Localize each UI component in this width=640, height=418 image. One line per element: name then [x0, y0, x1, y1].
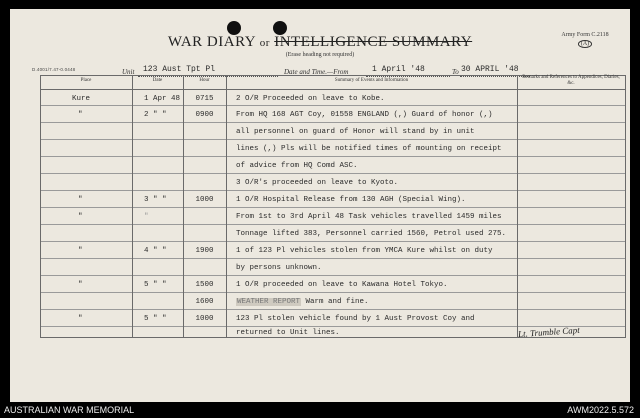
- rule: [40, 156, 626, 157]
- entry-text: by persons unknown.: [236, 264, 322, 272]
- entry-place: Kure: [72, 95, 91, 103]
- rule: [40, 173, 626, 174]
- entry-hour: 1000: [195, 315, 214, 323]
- entry-place: ": [78, 213, 83, 221]
- entry-text: 1 O/R proceeded on leave to Kawana Hotel Tokyo.: [236, 281, 448, 289]
- punch-hole: [273, 21, 287, 35]
- diary-table: [40, 75, 626, 340]
- entry-hour: 0715: [195, 95, 214, 103]
- entry-place: ": [78, 281, 83, 289]
- rule: [40, 292, 626, 293]
- title-or: or: [259, 37, 270, 49]
- col-header-remarks: Remarks and References to Appendices, Diaries, &c.: [522, 75, 620, 86]
- entry-text: 123 Pl stolen vehicle found by 1 Aust Provost Coy and: [236, 315, 475, 323]
- col-header-hour: Hour: [199, 78, 210, 83]
- rule: [40, 139, 626, 140]
- entry-text-tail: Warm and fine.: [301, 298, 369, 306]
- to-label: To: [452, 68, 459, 76]
- entry-date: 4 " ": [144, 247, 167, 255]
- rule: [40, 190, 626, 191]
- col-header-summary: Summary of Events and Information: [334, 78, 409, 83]
- print-reference: D.4001/7.47-0.0448: [32, 67, 76, 72]
- archive-accession-number: AWM2022.5.572: [567, 405, 634, 415]
- entry-date: 5 " ": [144, 281, 167, 289]
- entry-place: ": [78, 247, 83, 255]
- entry-text: returned to Unit lines.: [236, 329, 340, 337]
- entry-hour: 0900: [195, 111, 214, 119]
- entry-text: 3 O/R's proceeded on leave to Kyoto.: [236, 179, 399, 187]
- form-circled-letter: (A): [578, 40, 592, 48]
- archive-credit: AUSTRALIAN WAR MEMORIAL: [4, 405, 135, 415]
- to-value: 30 APRIL '48: [461, 65, 519, 74]
- col-header-date: Date: [152, 78, 163, 83]
- entry-place: ": [78, 196, 83, 204]
- entry-hour: 1600: [195, 298, 214, 306]
- form-number-text: Army Form C.2118: [561, 32, 609, 38]
- entry-text: Tonnage lifted 383, Personnel carried 1560, Petrol used 275.: [236, 230, 507, 238]
- entry-date: 1 Apr 48: [144, 95, 181, 103]
- entry-text: 2 O/R Proceeded on leave to Kobe.: [236, 95, 385, 103]
- rule: [40, 241, 626, 242]
- title-war-diary: WAR DIARY: [167, 34, 256, 50]
- rule: [40, 89, 626, 90]
- page-title: [10, 34, 630, 51]
- form-number: [550, 31, 620, 49]
- entry-text: 1 O/R Hospital Release from 130 AGH (Special Wing).: [236, 196, 466, 204]
- unit-label: Unit: [122, 68, 135, 76]
- from-value: 1 April '48: [372, 65, 425, 74]
- entry-place: ": [78, 111, 83, 119]
- entry-date: ": [144, 213, 149, 221]
- entry-text: From HQ 168 AGT Coy, 01558 ENGLAND (,) Guard of honor (,): [236, 111, 493, 119]
- col-rule: [40, 75, 41, 337]
- rule: [40, 105, 626, 106]
- col-rule: [625, 75, 626, 337]
- entry-text: 1 of 123 Pl vehicles stolen from YMCA Kure whilst on duty: [236, 247, 493, 255]
- rule: [40, 258, 626, 259]
- col-header-place: Place: [80, 78, 92, 83]
- col-rule: [226, 75, 227, 337]
- entry-date: 3 " ": [144, 196, 167, 204]
- entry-date: 5 " ": [144, 315, 167, 323]
- entry-text: [236, 298, 369, 306]
- date-label: Date and Time.—From: [284, 68, 349, 76]
- entry-hour: 1500: [195, 281, 214, 289]
- col-rule: [132, 75, 133, 337]
- entry-text: all personnel on guard of Honor will stand by in unit: [236, 128, 475, 136]
- entry-hour: 1000: [195, 196, 214, 204]
- punch-hole: [227, 21, 241, 35]
- entry-text: lines (,) Pls will be notified times of mounting on receipt: [236, 145, 502, 153]
- page-subtitle: (Erase heading not required): [285, 52, 355, 58]
- rule: [40, 309, 626, 310]
- title-intelligence-summary: INTELLIGENCE SUMMARY: [274, 34, 473, 50]
- entry-hour: 1900: [195, 247, 214, 255]
- unit-value: 123 Aust Tpt Pl: [143, 65, 216, 74]
- entry-place: ": [78, 315, 83, 323]
- entry-text: of advice from HQ Comd ASC.: [236, 162, 358, 170]
- col-rule: [517, 75, 518, 337]
- rule: [40, 122, 626, 123]
- rule: [40, 207, 626, 208]
- redacted-heading: WEATHER REPORT: [237, 298, 301, 306]
- rule: [40, 224, 626, 225]
- rule: [40, 275, 626, 276]
- entry-date: 2 " ": [144, 111, 167, 119]
- officer-signature: Lt. Trumble Capt: [517, 324, 581, 340]
- entry-text: From 1st to 3rd April 48 Task vehicles travelled 1459 miles: [236, 213, 502, 221]
